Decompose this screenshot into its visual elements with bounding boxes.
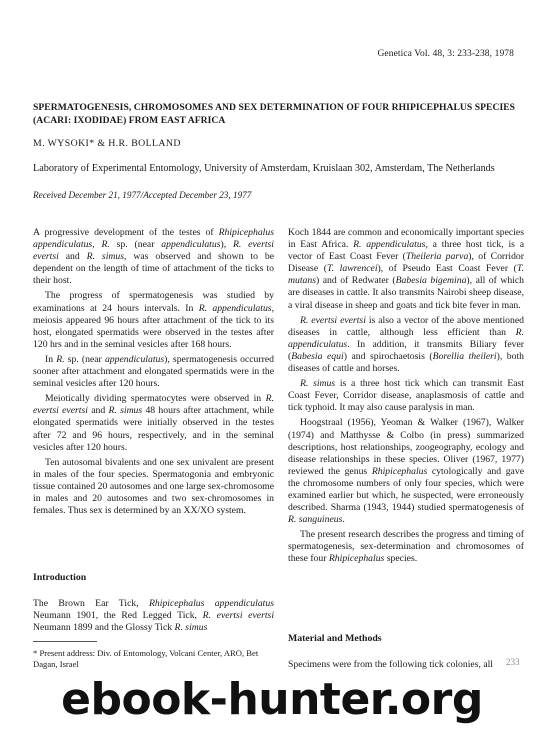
footnote-rule [33, 641, 97, 642]
abstract-paragraph-5: Ten autosomal bivalents and one sex univalent are present in males of the four species. Spermatogonia and embryonic tissue contained 20 autosomes and one large sex-chromosome in males and 20 autosomes and two sex-chromosomes in females. Thus sex is determined by an XX/XO system. [33, 456, 274, 517]
abstract-paragraph-3: In R. sp. (near appendiculatus), spermatogenesis occurred sooner after attachment and elongated spermatids were in the seminal vesicles after 120 hours. [33, 353, 274, 390]
right-paragraph-5: The present research describes the progress and timing of spermatogenesis, sex-determination and chromosomes of these four Rhipicephalus species. [288, 529, 524, 565]
introduction-heading: Introduction [33, 572, 87, 583]
footnote: * Present address: Div. of Entomology, Volcani Center, ARO, Bet Dagan, Israel [33, 648, 259, 669]
received-dates: Received December 21, 1977/Accepted December 23, 1977 [33, 190, 252, 200]
paper-title: SPERMATOGENESIS, CHROMOSOMES AND SEX DETERMINATION OF FOUR RHIPICEPHALUS SPECIES (ACARI: IXODIDAE) FROM EAST AFRICA [33, 102, 516, 126]
abstract-paragraph-2: The progress of spermatogenesis was studied by examinations at 24 hours intervals. In R. appendiculatus, meiosis appeared 96 hours after attachment of the tick to its host, elongated spermatids were observed in the testes after 120 hrs and in the seminal vesicles after 168 hours. [33, 290, 274, 350]
methods-body [288, 659, 524, 671]
journal-citation: Genetica Vol. 48, 3: 233-238, 1978 [377, 49, 514, 59]
right-paragraph-3: R. simus is a three host tick which can transmit East Coast Fever, Corridor disease, anaplasmosis of cattle and tick typhoid. It may also cause paralysis in man. [288, 378, 524, 414]
right-paragraph-2: R. evertsi evertsi is also a vector of the above mentioned diseases in cattle, although less efficient than R. appendiculatus. In addition, it transmits Biliary fever (Babesia equi) and spirochaetosis (Borellia theileri), both diseases of cattle and horses. [288, 314, 525, 375]
methods-paragraph-1: Specimens were from the following tick colonies, all [288, 659, 493, 670]
page-number: 233 [506, 657, 520, 667]
introduction-body [33, 598, 274, 634]
abstract [33, 227, 274, 517]
right-paragraph-4: Hoogstraal (1956), Yeoman & Walker (1967), Walker (1974) and Matthysse & Colbo (in press) summarized descriptions, host relationships, zoogeography, ecology and disease relationships in these species. Oliver (1967, 1977) reviewed the genus Rhipicephalus cytologically and gave the chromosome numbers of only four species, which were examined earlier but which, he suspected, were erroneously described. Sharma (1943, 1944) studied spermatogenesis of R. sanguineus. [288, 417, 524, 526]
abstract-paragraph-4: Meiotically dividing spermatocytes were observed in R. evertsi evertsi and R. simus 48 hours after attachment, while elongated spermatids were initially observed in the testes after 72 and 96 hours, respectively, and in the seminal vesicles after 120 hours. [33, 393, 274, 453]
watermark-banner[interactable]: ebook-hunter.org [61, 674, 483, 725]
methods-heading: Material and Methods [288, 633, 382, 644]
right-column [288, 227, 524, 566]
abstract-paragraph-1: A progressive development of the testes of Rhipicephalus appendiculatus, R. sp. (near appendiculatus), R. evertsi evertsi and R. simus, was observed and shown to be dependent on the length of time of attachment of the ticks to their host. [33, 227, 274, 287]
affiliation: Laboratory of Experimental Entomology, University of Amsterdam, Kruislaan 302, Amsterdam, The Netherlands [33, 163, 495, 174]
introduction-paragraph-1: The Brown Ear Tick, Rhipicephalus appendiculatus Neumann 1901, the Red Legged Tick, R. evertsi evertsi Neumann 1899 and the Glossy Tick R. simus [33, 598, 275, 634]
authors: M. WYSOKI* & H.R. BOLLAND [33, 138, 181, 149]
right-paragraph-1: Koch 1844 are common and economically important species in East Africa. R. appendiculatus, a three host tick, is a vector of East Coast Fever (Theileria parva), of Corridor Disease (T. lawrencei), of Pseudo East Coast Fever (T. mutans) and of Redwater (Babesia bigemina), all of which are diseases in cattle. It also transmits Nairobi sheep disease, a viral disease in sheep and goats and tick bite fever in man. [288, 227, 525, 311]
